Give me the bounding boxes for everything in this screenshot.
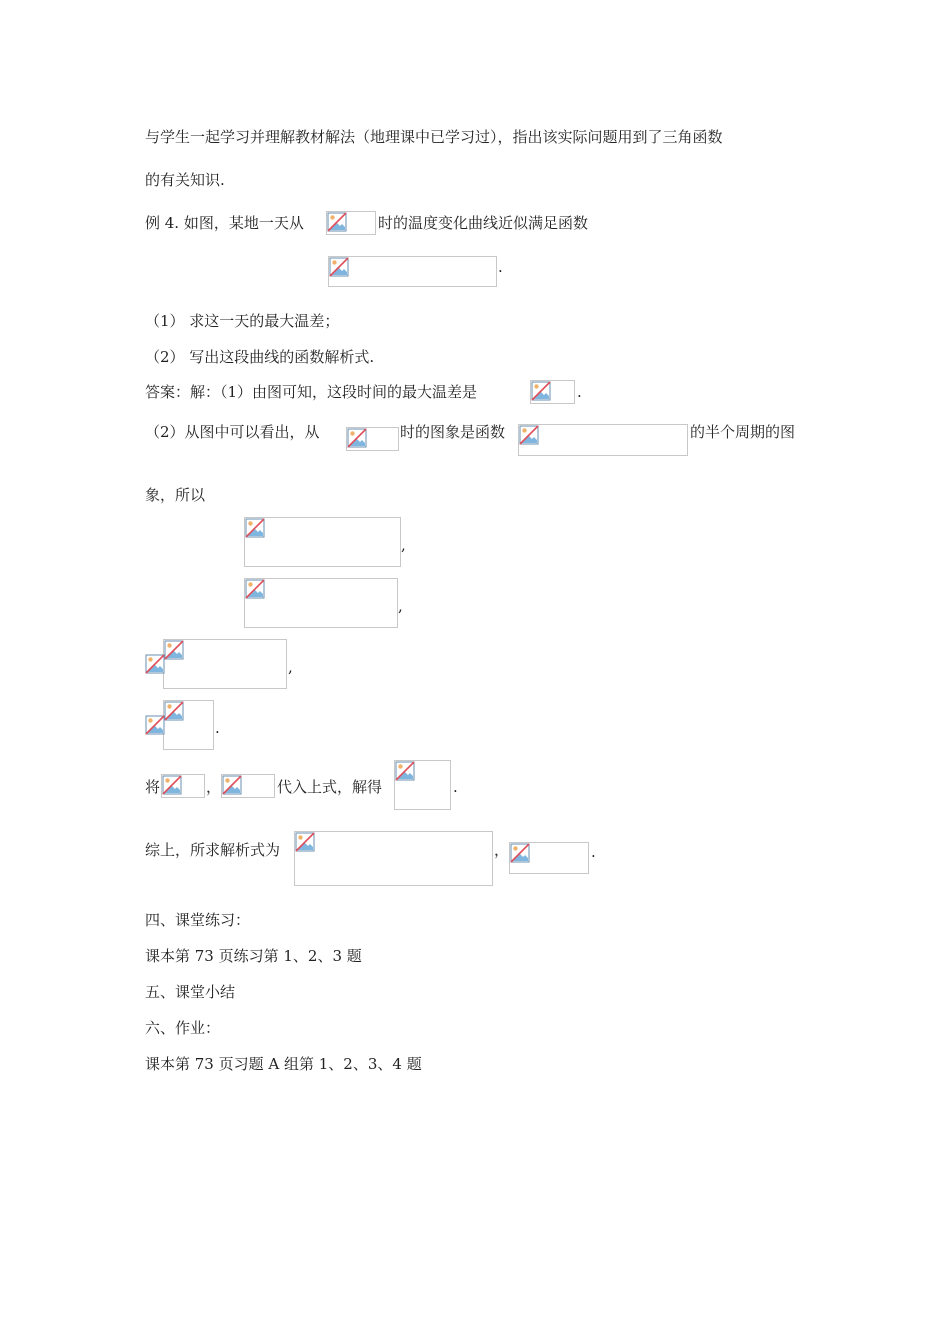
formula-image xyxy=(294,831,493,886)
formula-image xyxy=(518,424,688,456)
example-4-prefix: 例 4. 如图，某地一天从 xyxy=(145,214,304,232)
punctuation: ， xyxy=(206,778,222,796)
section-5-heading: 五、课堂小结 xyxy=(145,983,236,1001)
punctuation: . xyxy=(498,258,503,276)
broken-image-icon xyxy=(164,701,184,721)
broken-image-icon xyxy=(162,775,182,795)
punctuation: , xyxy=(398,597,403,615)
broken-image-icon xyxy=(245,518,265,538)
broken-image-icon xyxy=(329,257,349,277)
broken-image-icon xyxy=(327,212,347,232)
punctuation: . xyxy=(215,719,220,737)
paragraph-line-1: 与学生一起学习并理解教材解法（地理课中已学习过），指出该实际问题用到了三角函数 xyxy=(145,128,723,146)
solution-2-suffix: 的半个周期的图 xyxy=(690,423,796,441)
answer-line: 答案：解：（1）由图可知，这段时间的最大温差是 xyxy=(145,383,478,401)
solution-2-middle: 时的图象是函数 xyxy=(400,423,506,441)
formula-image xyxy=(328,256,497,287)
broken-image-icon xyxy=(245,579,265,599)
broken-image-icon xyxy=(395,761,415,781)
punctuation: , xyxy=(401,536,406,554)
solution-2-prefix: （2）从图中可以看出，从 xyxy=(145,423,320,441)
broken-image-icon xyxy=(164,640,184,660)
section-6-heading: 六、作业： xyxy=(145,1019,221,1037)
summary-prefix: 综上，所求解析式为 xyxy=(145,841,281,859)
formula-image xyxy=(244,517,401,567)
question-1: （1） 求这一天的最大温差； xyxy=(145,312,340,330)
substitution-suffix: 代入上式，解得 xyxy=(277,778,383,796)
solution-2-line-2: 象，所以 xyxy=(145,486,206,504)
punctuation: , xyxy=(288,658,293,676)
substitution-prefix: 将 xyxy=(145,778,161,796)
broken-image-icon xyxy=(510,843,530,863)
paragraph-line-2: 的有关知识. xyxy=(145,171,225,189)
punctuation: . xyxy=(591,843,596,861)
broken-image-icon xyxy=(222,775,242,795)
formula-image xyxy=(244,578,398,628)
punctuation: ， xyxy=(494,841,510,859)
broken-image-icon xyxy=(295,832,315,852)
broken-image-icon xyxy=(347,428,367,448)
punctuation: . xyxy=(577,383,582,401)
example-4-suffix: 时的温度变化曲线近似满足函数 xyxy=(378,214,589,232)
question-2: （2） 写出这段曲线的函数解析式. xyxy=(145,348,375,366)
punctuation: . xyxy=(453,778,458,796)
section-6-item: 课本第 73 页习题 A 组第 1、2、3、4 题 xyxy=(145,1055,422,1073)
broken-image-icon xyxy=(531,381,551,401)
section-4-heading: 四、课堂练习： xyxy=(145,911,251,929)
section-4-item: 课本第 73 页练习第 1、2、3 题 xyxy=(145,947,362,965)
broken-image-icon xyxy=(519,425,539,445)
broken-image-icon xyxy=(145,654,165,674)
broken-image-icon xyxy=(145,715,165,735)
